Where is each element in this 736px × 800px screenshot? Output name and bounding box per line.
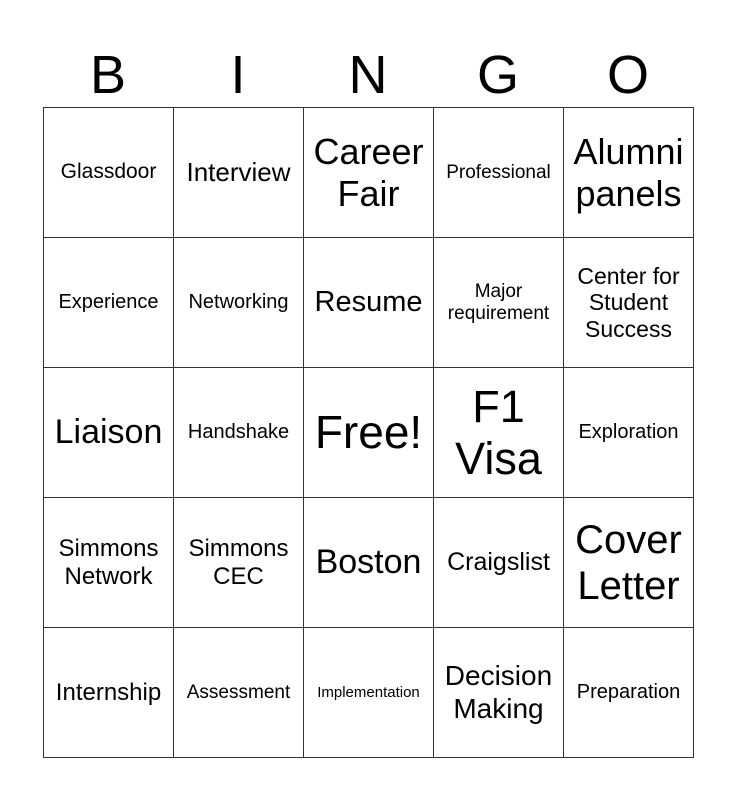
- header-letter-n: N: [348, 45, 388, 105]
- bingo-cell[interactable]: Handshake: [174, 368, 304, 498]
- bingo-cell[interactable]: Craigslist: [434, 498, 564, 628]
- header-letter-i: I: [230, 45, 246, 105]
- bingo-cell[interactable]: Glassdoor: [44, 108, 174, 238]
- bingo-card: [43, 107, 694, 758]
- bingo-row: [44, 108, 694, 238]
- bingo-cell[interactable]: Experience: [44, 238, 174, 368]
- bingo-cell[interactable]: Alumni panels: [564, 108, 694, 238]
- bingo-cell[interactable]: Assessment: [174, 628, 304, 758]
- bingo-cell[interactable]: Center for Student Success: [564, 238, 694, 368]
- bingo-cell[interactable]: Exploration: [564, 368, 694, 498]
- bingo-cell[interactable]: Resume: [304, 238, 434, 368]
- bingo-cell[interactable]: Liaison: [44, 368, 174, 498]
- bingo-row: [44, 368, 694, 498]
- header-letter-o: O: [606, 45, 649, 105]
- bingo-cell[interactable]: Interview: [174, 108, 304, 238]
- bingo-row: [44, 498, 694, 628]
- header-letter-b: B: [89, 45, 127, 105]
- bingo-cell[interactable]: Decision Making: [434, 628, 564, 758]
- bingo-cell[interactable]: Career Fair: [304, 108, 434, 238]
- bingo-cell[interactable]: Simmons CEC: [174, 498, 304, 628]
- header-letter-g: G: [476, 45, 519, 105]
- bingo-cell[interactable]: Professional: [434, 108, 564, 238]
- bingo-row: [44, 238, 694, 368]
- bingo-cell[interactable]: F1 Visa: [434, 368, 564, 498]
- bingo-cell[interactable]: Internship: [44, 628, 174, 758]
- bingo-cell[interactable]: Cover Letter: [564, 498, 694, 628]
- bingo-cell[interactable]: Boston: [304, 498, 434, 628]
- bingo-cell[interactable]: Preparation: [564, 628, 694, 758]
- bingo-cell[interactable]: Implementation: [304, 628, 434, 758]
- bingo-cell[interactable]: Simmons Network: [44, 498, 174, 628]
- bingo-cell[interactable]: Major requirement: [434, 238, 564, 368]
- free-space-cell[interactable]: Free!: [304, 368, 434, 498]
- bingo-header: [43, 44, 693, 106]
- bingo-row: [44, 628, 694, 758]
- bingo-cell[interactable]: Networking: [174, 238, 304, 368]
